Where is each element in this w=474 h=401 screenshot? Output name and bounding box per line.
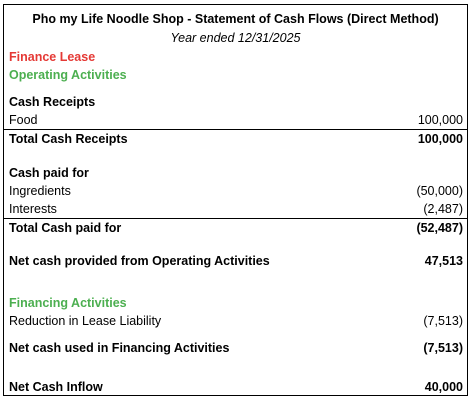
financing-activities-label: Financing Activities bbox=[9, 296, 127, 310]
total-cash-receipts-label: Total Cash Receipts bbox=[9, 132, 128, 146]
divider bbox=[4, 218, 467, 219]
net-financing-row bbox=[4, 340, 467, 356]
interests-row bbox=[4, 201, 467, 217]
net-financing-label: Net cash used in Financing Activities bbox=[9, 341, 230, 355]
net-cash-inflow-row bbox=[4, 379, 467, 395]
total-cash-paid-label: Total Cash paid for bbox=[9, 221, 122, 235]
statement-period: Year ended 12/31/2025 bbox=[170, 31, 301, 45]
reduction-lease-label: Reduction in Lease Liability bbox=[9, 314, 162, 328]
finance-lease-heading bbox=[4, 49, 467, 65]
food-row bbox=[4, 112, 467, 128]
net-operating-label: Net cash provided from Operating Activities bbox=[9, 254, 270, 268]
total-cash-paid-value: (52,487) bbox=[416, 221, 463, 235]
cash-receipts-label: Cash Receipts bbox=[9, 95, 96, 109]
finance-lease-label: Finance Lease bbox=[9, 50, 96, 64]
ingredients-label: Ingredients bbox=[9, 184, 71, 198]
cash-paid-for-label: Cash paid for bbox=[9, 166, 89, 180]
interests-value: (2,487) bbox=[423, 202, 463, 216]
net-operating-value: 47,513 bbox=[424, 254, 463, 268]
operating-activities-label: Operating Activities bbox=[9, 68, 127, 82]
divider bbox=[4, 129, 467, 130]
statement-title: Pho my Life Noodle Shop - Statement of Cash Flows (Direct Method) bbox=[32, 12, 439, 26]
total-cash-paid-row bbox=[4, 220, 467, 236]
total-cash-receipts-row bbox=[4, 131, 467, 147]
interests-label: Interests bbox=[9, 202, 57, 216]
net-cash-inflow-value: 40,000 bbox=[424, 380, 463, 394]
reduction-lease-row bbox=[4, 313, 467, 329]
reduction-lease-value: (7,513) bbox=[423, 314, 463, 328]
cash-receipts-heading bbox=[4, 94, 467, 110]
operating-activities-heading bbox=[4, 67, 467, 83]
financing-activities-heading bbox=[4, 295, 467, 311]
food-label: Food bbox=[9, 113, 38, 127]
net-cash-inflow-label: Net Cash Inflow bbox=[9, 380, 103, 394]
ingredients-row bbox=[4, 183, 467, 199]
ingredients-value: (50,000) bbox=[416, 184, 463, 198]
total-cash-receipts-value: 100,000 bbox=[417, 132, 463, 146]
food-value: 100,000 bbox=[417, 113, 463, 127]
cash-flow-statement bbox=[3, 4, 468, 396]
net-financing-value: (7,513) bbox=[423, 341, 463, 355]
net-operating-row bbox=[4, 253, 467, 269]
cash-paid-for-heading bbox=[4, 165, 467, 181]
